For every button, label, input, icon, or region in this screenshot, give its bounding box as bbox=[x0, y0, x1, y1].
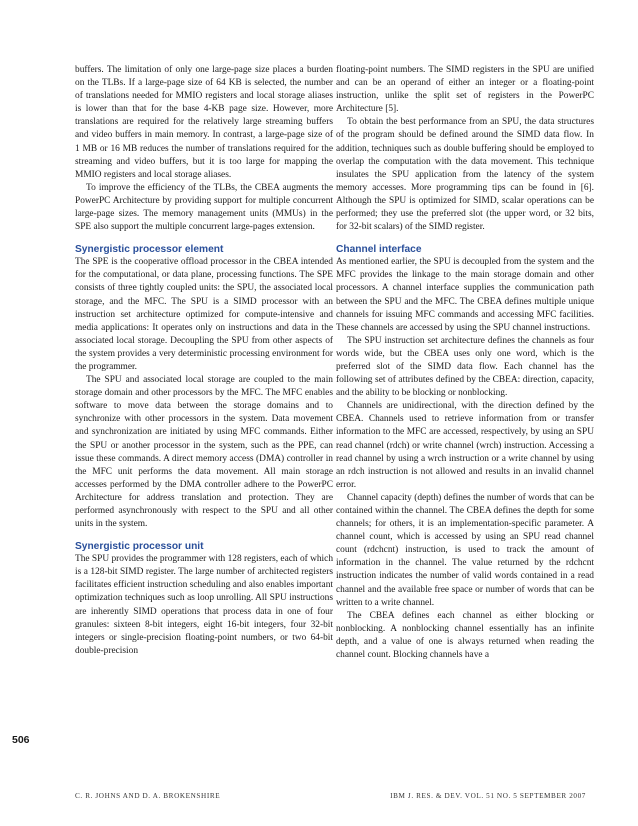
paragraph: Channel capacity (depth) defines the number of words that can be contained within the channel. The CBEA defines the depth for some channels; for others, it is an implementation-specific parameter. A channel count, which is accessed by using an SPU read channel count (rdchcnt) instruction, is used to track the amount of information in the channel. The value returned by the rdchcnt instruction indicates the number of valid words contained in a read channel and the available free space or number of words that can be written to a write channel. bbox=[336, 492, 594, 608]
section-heading: Channel interface bbox=[336, 244, 422, 256]
paragraph: To obtain the best performance from an SPU, the data structures of the program should be defined around the SIMD data flow. In addition, techniques such as double buffering should be employed to overlap the computation with the data movement. This technique insulates the SPU application from the latency of the system memory accesses. More programming tips can be found in [6]. Although the SPU is optimized for SIMD, scalar operations can be performed; they use the preferred slot (the upper word, or 32 bits, for 32-bit scalars) of the SIMD register. bbox=[336, 117, 594, 233]
paragraph: The SPU instruction set architecture defines the channels as four words wide, but the CBEA uses only one word, which is the preferred slot of the SIMD data flow. Each channel has the following set of attributes defined by the CBEA: direction, capacity, and the ability to be blocking or nonblocking. bbox=[336, 335, 594, 399]
paragraph: buffers. The limitation of only one large-page size places a burden on the TLBs. If a large-page size of 64 KB is selected, the number of translations needed for MMIO registers and local storage aliases is lower than that for the base 4-KB page size. However, more translations are required for the relatively large streaming buffers and video buffers in main memory. In contrast, a large-page size of 1 MB or 16 MB reduces the number of translations required for the streaming and video buffers, but it is too large for mapping the MMIO registers and local storage aliases. bbox=[75, 65, 333, 180]
footer-authors: C. R. JOHNS AND D. A. BROKENSHIRE bbox=[75, 792, 221, 800]
paragraph: The CBEA defines each channel as either blocking or nonblocking. A nonblocking channel essentially has an infinite depth, and a value of one is always returned when reading the channel count. Blocking channels have a bbox=[336, 610, 594, 661]
footer-journal: IBM J. RES. & DEV. VOL. 51 NO. 5 SEPTEMBER 2007 bbox=[390, 792, 586, 800]
paragraph: floating-point numbers. The SIMD registers in the SPU are unified and can be an operand of either an integer or a floating-point instruction, unlike the split set of registers in the PowerPC Architecture [5]. bbox=[336, 65, 594, 115]
paragraph: The SPE is the cooperative offload processor in the CBEA intended for the computational, or data plane, processing functions. The SPE consists of three tightly coupled units: the SPU, the associated local storage, and the MFC. The SPU is a SIMD processor with an instruction set architecture optimized for compute-intensive and media applications: It operates only on instructions and data in the associated local storage. Decoupling the SPU from other aspects of the system provides a very deterministic processing environment for the programmer. bbox=[75, 257, 333, 372]
page-number: 506 bbox=[12, 734, 30, 746]
paragraph: The SPU and associated local storage are coupled to the main storage domain and other processors by the MFC. The MFC enables software to move data between the storage domains and to synchronize with other processors in the system. Data movement and synchronization are initiated by using MFC commands. Either the SPU or another processor in the system, such as the PPE, can issue these commands. A direct memory access (DMA) controller in the MFC unit performs the data movement. All main storage accesses performed by the DMA controller adhere to the PowerPC Architecture for address translation and protection. They are performed asynchronously with respect to the SPU and all other units in the system. bbox=[75, 375, 333, 530]
right-column bbox=[336, 64, 594, 662]
paragraph: Channels are unidirectional, with the direction defined by the CBEA. Channels used to retrieve information from or transfer information to the MFC are accessed, respectively, by using an SPU read channel (rdch) or write channel (wrch) instruction. Accessing a read channel by using a wrch instruction or a write channel by using an rdch instruction is not allowed and results in an invalid channel error. bbox=[336, 401, 594, 490]
paragraph: The SPU provides the programmer with 128 registers, each of which is a 128-bit SIMD register. The large number of architected registers facilitates efficient instruction scheduling and also enables important optimization techniques such as loop unrolling. All SPU instructions are inherently SIMD operations that process data in one of four granules: sixteen 8-bit integers, eight 16-bit integers, four 32-bit integers or single-precision floating-point numbers, or two 64-bit double-precision bbox=[75, 554, 334, 656]
section-heading: Synergistic processor element bbox=[75, 244, 224, 256]
section-heading: Synergistic processor unit bbox=[75, 541, 204, 553]
paragraph: As mentioned earlier, the SPU is decoupled from the system and the MFC provides the linkage to the main storage domain and other processors. A channel interface supplies the communication path between the SPU and the MFC. The CBEA defines multiple unique channels for issuing MFC commands and accessing MFC facilities. These channels are accessed by using the SPU channel instructions. bbox=[336, 257, 594, 333]
paragraph: To improve the efficiency of the TLBs, the CBEA augments the PowerPC Architecture by providing support for multiple concurrent large-page sizes. The memory management units (MMUs) in the SPE also support the multiple concurrent large-pages extension. bbox=[75, 182, 333, 233]
left-column bbox=[75, 64, 333, 658]
